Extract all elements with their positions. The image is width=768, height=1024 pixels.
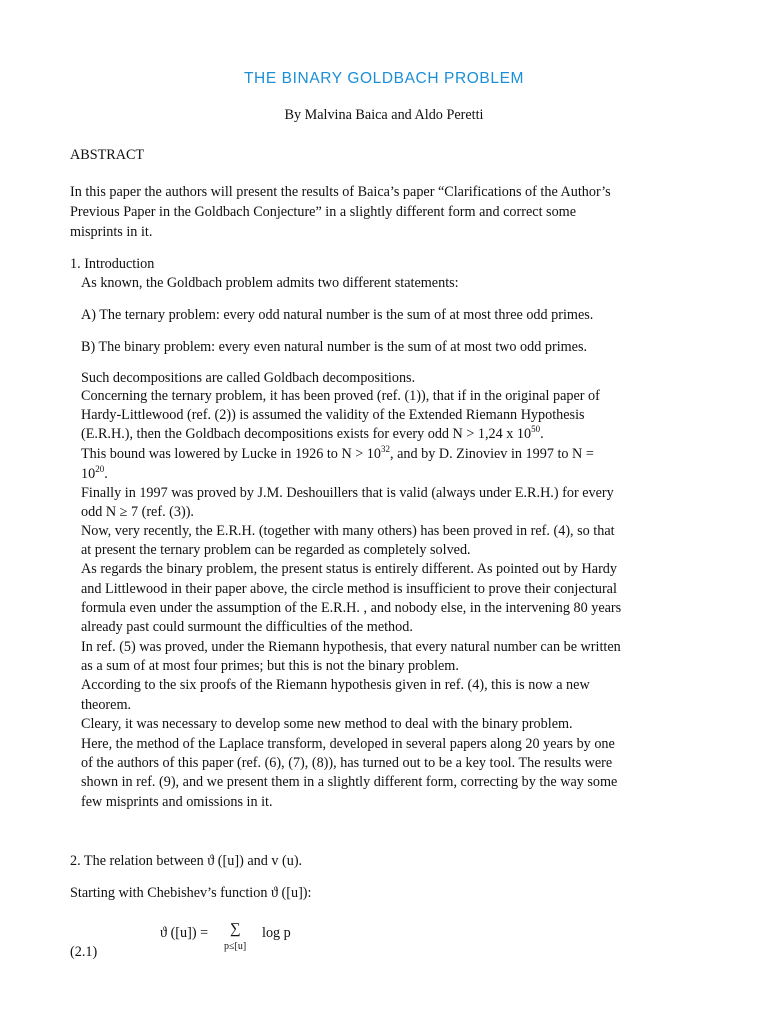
statement-a: A) The ternary problem: every odd natural number is the sum of at most three odd primes. [81, 307, 594, 323]
body-line: theorem. [81, 697, 132, 713]
equation-lhs: ϑ ([u]) = [160, 925, 209, 941]
paper-title: THE BINARY GOLDBACH PROBLEM [243, 70, 525, 87]
section1-heading: 1. Introduction [70, 256, 155, 272]
abstract-line: Previous Paper in the Goldbach Conjecture” in a slightly different form and correct some [70, 204, 577, 220]
abstract-line: misprints in it. [70, 224, 153, 240]
abstract-heading: ABSTRACT [70, 147, 145, 163]
body-line: $10^{20}$. [81, 464, 108, 482]
exponent: 32 [380, 444, 390, 454]
body-line: Hardy-Littlewood (ref. (2)) is assumed the validity of the Extended Riemann Hypothesis [81, 407, 585, 423]
summation-symbol: ∑ [230, 921, 241, 937]
section2-intro: Starting with Chebishev’s function ϑ ([u]): [70, 885, 312, 901]
equation-number: (2.1) [70, 944, 98, 960]
body-line: Concerning the ternary problem, it has been proved (ref. (1)), that if in the original paper of [81, 388, 600, 404]
body-line: Now, very recently, the E.R.H. (together with many others) has been proved in ref. (4), so that [81, 523, 615, 539]
abstract-line: In this paper the authors will present the results of Baica’s paper “Clarifications of the Author’s [70, 184, 611, 200]
authors-line: By Malvina Baica and Aldo Peretti [284, 107, 484, 123]
exponent: 20 [95, 464, 105, 474]
body-line: Such decompositions are called Goldbach decompositions. [81, 370, 416, 386]
section2-heading: 2. The relation between ϑ ([u]) and v (u). [70, 853, 303, 869]
body-line: of the authors of this paper (ref. (6), (7), (8)), has turned out to be a key tool. The results were [81, 755, 613, 771]
body-line: at present the ternary problem can be regarded as completely solved. [81, 542, 471, 558]
statement-b: B) The binary problem: every even natural number is the sum of at most two odd primes. [81, 339, 588, 355]
exponent: 50 [531, 424, 541, 434]
body-line: and Littlewood in their paper above, the circle method is insufficient to prove their conjectural [81, 581, 617, 597]
body-line: as a sum of at most four primes; but this is not the binary problem. [81, 658, 459, 674]
body-line: (E.R.H.), then the Goldbach decompositions exists for every odd N > 1,24 x $10^{50}$. [81, 424, 544, 442]
intro-line: As known, the Goldbach problem admits two different statements: [81, 275, 459, 291]
body-line: Cleary, it was necessary to develop some new method to deal with the binary problem. [81, 716, 573, 732]
body-line: odd N ≥ 7 (ref. (3)). [81, 504, 194, 520]
body-line: shown in ref. (9), and we present them in a slightly different form, correcting by the way some [81, 774, 618, 790]
body-line: As regards the binary problem, the present status is entirely different. As pointed out by Hardy [81, 561, 617, 577]
equation-rhs: log p [262, 925, 291, 941]
body-line: already past could surmount the difficulties of the method. [81, 619, 413, 635]
body-line: few misprints and omissions in it. [81, 794, 273, 810]
summation-subscript: p≤[u] [224, 941, 247, 952]
body-line: Here, the method of the Laplace transform, developed in several papers along 20 years by one [81, 736, 615, 752]
body-line: In ref. (5) was proved, under the Riemann hypothesis, that every natural number can be written [81, 639, 621, 655]
body-line: This bound was lowered by Lucke in 1926 to $N > 10^{32}$, and by D. Zinoviev in 1997 to N = [81, 444, 594, 462]
body-line: Finally in 1997 was proved by J.M. Deshouillers that is valid (always under E.R.H.) for every [81, 485, 614, 501]
body-line: formula even under the assumption of the E.R.H. , and nobody else, in the intervening 80 years [81, 600, 622, 616]
body-line: According to the six proofs of the Riemann hypothesis given in ref. (4), this is now a new [81, 677, 590, 693]
